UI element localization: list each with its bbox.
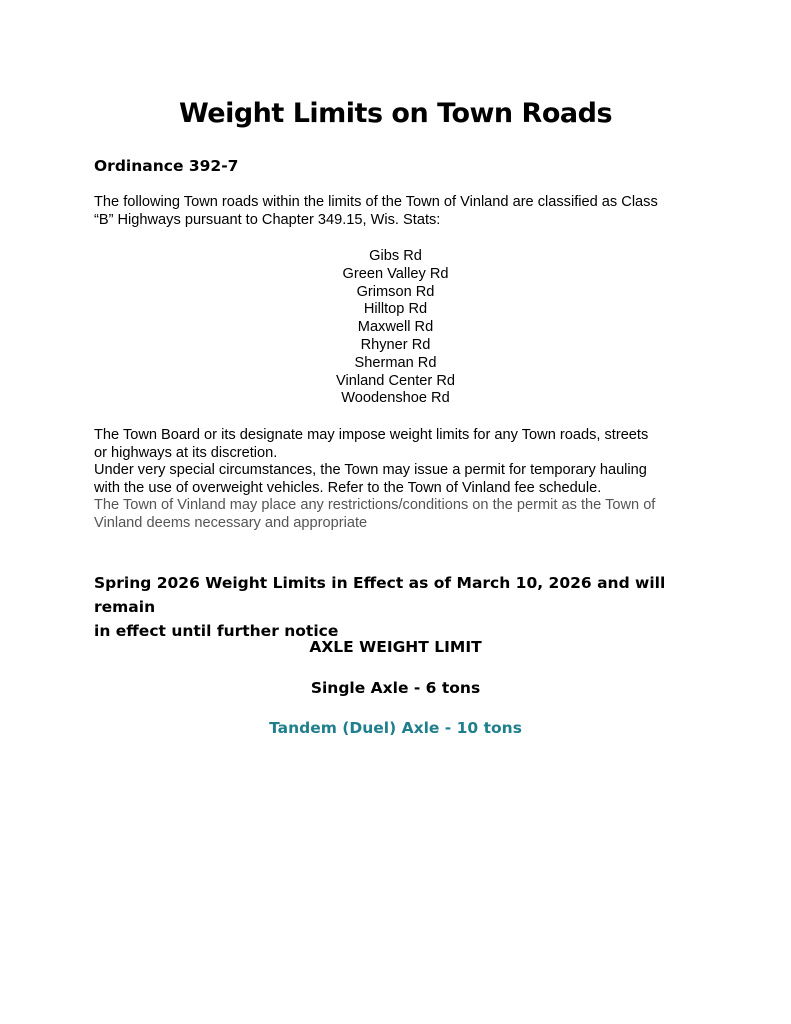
- axle-weight-limit-heading: AXLE WEIGHT LIMIT: [309, 638, 482, 656]
- town-board-line: or highways at its discretion.: [94, 444, 278, 461]
- road-item: Maxwell Rd: [357, 319, 434, 336]
- intro-line: The following Town roads within the limits of the Town of Vinland are classified as Class: [94, 194, 658, 210]
- permit-paragraph: [94, 462, 704, 498]
- single-axle-limit: Single Axle - 6 tons: [310, 679, 481, 697]
- road-item: Grimson Rd: [356, 283, 435, 300]
- road-item: Vinland Center Rd: [336, 372, 455, 389]
- road-item: Gibs Rd: [369, 248, 422, 264]
- spring-limits-line: in effect until further notice: [94, 622, 339, 640]
- road-item: Hilltop Rd: [363, 301, 428, 318]
- conditions-line: The Town of Vinland may place any restrictions/conditions on the permit as the Town of: [94, 497, 656, 513]
- road-item: Green Valley Rd: [342, 265, 449, 282]
- spring-limits-heading: [94, 571, 714, 643]
- ordinance-heading: Ordinance 392-7: [94, 157, 239, 175]
- permit-line: Under very special circumstances, the Town may issue a permit for temporary hauling: [94, 462, 647, 478]
- road-item: Rhyner Rd: [360, 336, 431, 353]
- town-board-paragraph: [94, 427, 704, 463]
- tandem-axle-limit: Tandem (Duel) Axle - 10 tons: [269, 719, 522, 737]
- spring-limits-line: Spring 2026 Weight Limits in Effect as of March 10, 2026 and will remain: [94, 574, 666, 616]
- intro-paragraph: [94, 194, 704, 230]
- conditions-paragraph: [94, 497, 704, 533]
- road-item: Sherman Rd: [354, 354, 437, 371]
- page-title: Weight Limits on Town Roads: [178, 98, 613, 129]
- permit-line: with the use of overweight vehicles. Refer to the Town of Vinland fee schedule.: [94, 479, 602, 496]
- road-item: Woodenshoe Rd: [341, 390, 450, 407]
- town-board-line: The Town Board or its designate may impose weight limits for any Town roads, streets: [94, 427, 649, 443]
- conditions-line: Vinland deems necessary and appropriate: [94, 514, 368, 531]
- road-list: [0, 248, 791, 408]
- intro-line: “B” Highways pursuant to Chapter 349.15, Wis. Stats:: [94, 211, 441, 228]
